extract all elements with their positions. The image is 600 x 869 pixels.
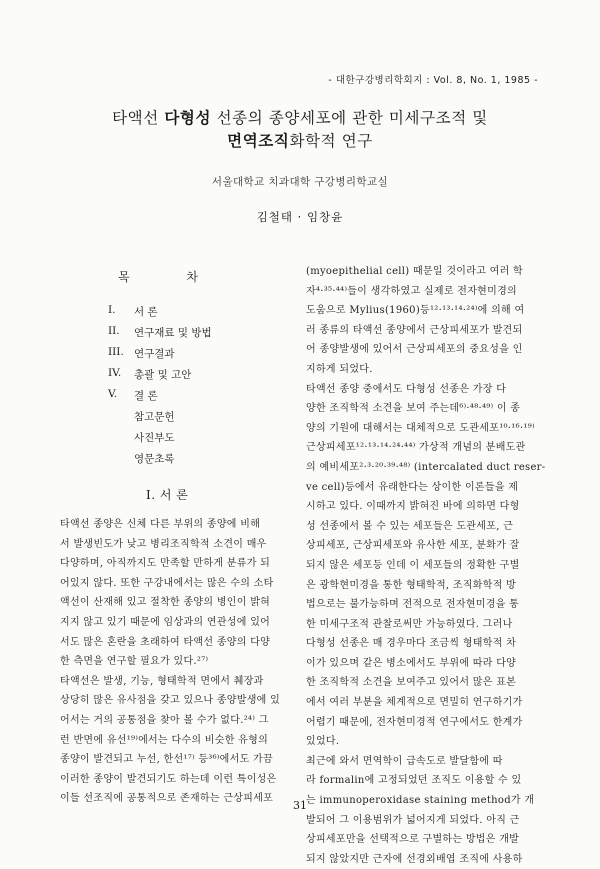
- title-bold-part: 면역조직: [227, 131, 290, 150]
- section-heading-introduction: I. 서 론: [146, 488, 189, 502]
- body-line: 는 immunoperoxidase staining method가 개: [306, 795, 535, 807]
- body-line: 시하고 있다. 이때까지 밝혀진 바에 의하면 다형: [306, 501, 520, 513]
- authors: 김철태 · 임창윤: [256, 210, 344, 224]
- body-line: 지하게 되었다.: [306, 363, 373, 375]
- body-line: (myoepithelial cell) 때문일 것이라고 여러 학: [306, 266, 524, 277]
- body-line: 타액선은 발생, 기능, 형태학적 면에서 췌장과: [60, 675, 264, 687]
- right-column-body: [306, 262, 546, 869]
- body-line: 라 formalin에 고정되었던 조직도 이용할 수 있: [306, 775, 522, 787]
- title-bold-part: 다형성: [164, 108, 212, 127]
- toc-item-number: V.: [108, 388, 118, 400]
- toc-item: [108, 430, 212, 451]
- body-line: 의 예비세포²·³·²⁰·³⁹·⁴⁸⁾ (intercalated duct reser-: [306, 461, 546, 473]
- body-line: 되지 않은 세포등 인데 이 세포들의 정확한 구별: [306, 559, 520, 571]
- body-line: 어있지 않다. 또한 구강내에서는 많은 수의 소타: [60, 577, 274, 589]
- title-part: 선종의 종양세포에 관한 미세구조적 및: [211, 109, 488, 127]
- toc-item-label: 총괄 및 고안: [134, 369, 192, 381]
- body-line: ve cell)등에서 유래한다는 상이한 이론들을 제: [306, 481, 519, 493]
- toc-item-label: 연구재료 및 방법: [134, 327, 212, 339]
- body-line: 되지 않았지만 근자에 선경외배엽 조직에 사용하: [306, 853, 523, 865]
- title-part: 화학적: [289, 132, 337, 150]
- body-line: 액선이 산재해 있고 절착한 종양의 병인이 밝혀: [60, 597, 271, 609]
- body-line: 어렵기 때문에, 전자현미경적 연구에서도 한계가: [306, 716, 523, 728]
- toc-item-number: II.: [108, 325, 120, 337]
- article-title-line-2: [0, 129, 600, 151]
- body-line: 발되어 그 이용범위가 넓어지게 되었다. 아직 근: [306, 814, 520, 826]
- body-line: 이들 선조직에 공통적으로 존재하는 근상피세포: [60, 793, 274, 805]
- toc-item-number: III.: [108, 346, 124, 358]
- toc-item: [108, 304, 212, 325]
- body-line: 다양하며, 아직까지도 만족할 만하게 분류가 되: [60, 558, 271, 570]
- table-of-contents: [108, 304, 212, 472]
- toc-item: [108, 388, 212, 409]
- body-line: 런 반면에 유선¹⁹⁾에서는 다수의 비슷한 유형의: [60, 734, 269, 746]
- body-line: 양한 조직학적 소견을 보여 주는데⁶⁾·⁴⁸·⁴⁹⁾ 이 종: [306, 403, 521, 415]
- body-line: 한 미세구조적 관찰로써만 가능하였다. 그러나: [306, 618, 513, 630]
- body-line: 상피세포, 근상피세포와 유사한 세포, 분화가 잘: [306, 540, 520, 552]
- toc-heading: [118, 268, 198, 285]
- toc-item: [108, 451, 212, 472]
- toc-item: [108, 346, 212, 367]
- toc-item-number: I.: [108, 304, 116, 316]
- body-line: 어서는 거의 공통점을 찾아 볼 수가 없다.²⁴⁾ 그: [60, 714, 269, 726]
- body-line: 타액선 종양 중에서도 다형성 선종은 가장 다: [306, 383, 507, 395]
- toc-item-label: 영문초록: [134, 453, 175, 465]
- toc-item-number: IV.: [108, 367, 122, 379]
- title-part: 타액선: [112, 109, 165, 127]
- body-line: 성 선종에서 볼 수 있는 세포들은 도관세포, 근: [306, 520, 514, 532]
- toc-item-label: 사진부도: [134, 432, 175, 444]
- body-line: 근상피세포¹²·¹³·¹⁴·²⁴·⁴⁴⁾ 가상적 개념의 분배도관: [306, 442, 526, 454]
- title-part: 연구: [336, 132, 373, 150]
- body-line: 러 종류의 타액선 종양에서 근상피세포가 발견되: [306, 324, 523, 336]
- body-line: 타액선 종양은 신체 다른 부위의 종양에 비해: [60, 519, 261, 530]
- body-line: 종양이 발견되고 누선, 한선¹⁷⁾ 등³⁶⁾에서도 가끔: [60, 754, 273, 766]
- toc-item-label: 참고문헌: [134, 411, 175, 423]
- toc-item: [108, 409, 212, 430]
- body-line: 법으로는 불가능하며 전적으로 전자현미경을 통: [306, 599, 520, 611]
- body-line: 지지 않고 있기 때문에 임상과의 연관성에 있어: [60, 616, 271, 628]
- body-line: 양의 기원에 대해서는 대체적으로 도관세포¹⁰·¹⁶·¹⁹⁾: [306, 422, 535, 434]
- body-line: 은 광학현미경을 통한 형태학적, 조직화학적 방: [306, 579, 517, 591]
- article-title-line-1: [0, 106, 600, 128]
- body-line: 한 조직학적 소견을 보여주고 있어서 많은 표본: [306, 677, 517, 689]
- journal-header: - 대한구강병리학회지 : Vol. 8, No. 1, 1985 -: [328, 75, 538, 86]
- body-line: 자⁴·³⁵·⁴⁴⁾들이 생각하였고 실제로 전자현미경의: [306, 285, 518, 297]
- toc-item-label: 서 론: [134, 306, 158, 318]
- body-line: 이러한 종양이 발견되기도 하는데 이런 특이성은: [60, 773, 277, 785]
- toc-item-label: 결 론: [134, 390, 158, 402]
- body-line: 에서 여러 부분을 체계적으로 면밀히 연구하기가: [306, 697, 523, 709]
- body-line: 도움으로 Mylius(1960)등¹²·¹³·¹⁴·²⁴⁾에 의해 여: [306, 305, 525, 317]
- body-line: 어 종양발생에 있어서 근상피세포의 중요성을 인: [306, 344, 523, 356]
- body-line: 다형성 선종은 매 경우마다 조금씩 형태학적 차: [306, 638, 517, 650]
- body-line: 서도 많은 혼란을 초래하여 타액선 종양의 다양: [60, 636, 271, 648]
- body-line: 한 측면을 연구할 필요가 있다.²⁷⁾: [60, 656, 209, 668]
- body-line: 최근에 와서 면역학이 급속도로 발달함에 따: [306, 755, 503, 767]
- toc-item: [108, 367, 212, 388]
- toc-item: [108, 325, 212, 346]
- body-line: 이가 있으며 같은 병소에서도 부위에 따라 다양: [306, 657, 517, 669]
- body-line: 서 발생빈도가 낮고 병리조직학적 소견이 매우: [60, 538, 267, 550]
- body-line: 상당히 많은 유사점을 갖고 있으나 종양발생에 있: [60, 695, 281, 707]
- page-number: 31: [293, 799, 307, 812]
- body-line: 있었다.: [306, 736, 340, 748]
- left-column-body: [60, 515, 292, 809]
- toc-heading-char: 차: [186, 270, 198, 284]
- toc-heading-char: 목: [118, 270, 130, 284]
- body-line: 상피세포만을 선택적으로 구별하는 방법은 개발: [306, 834, 520, 846]
- toc-item-label: 연구결과: [134, 348, 175, 360]
- affiliation: 서울대학교 치과대학 구강병리학교실: [211, 176, 389, 188]
